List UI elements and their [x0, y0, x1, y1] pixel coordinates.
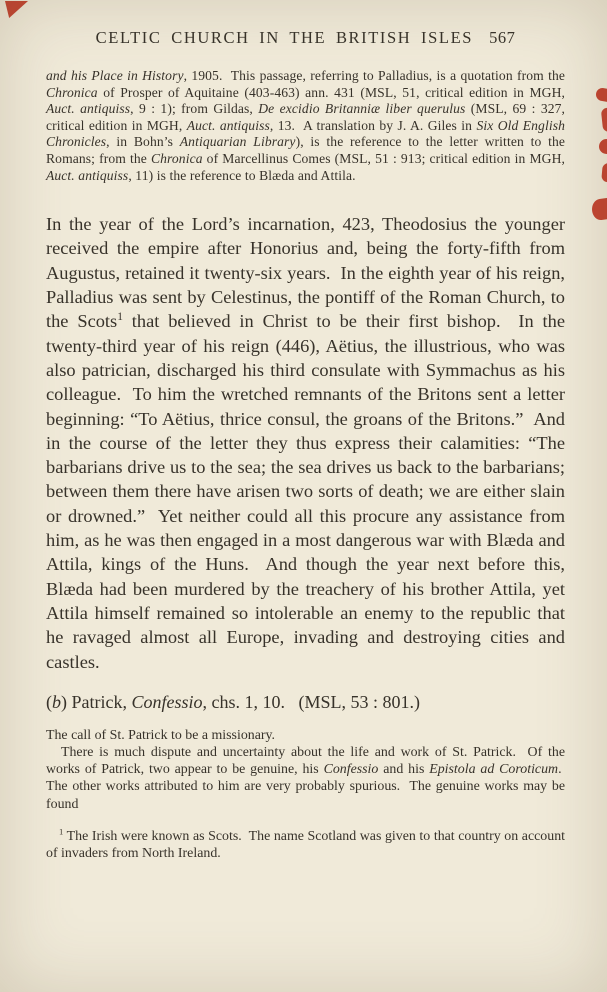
- editor-note: [46, 727, 565, 813]
- header-title: CELTIC CHURCH IN THE BRITISH ISLES: [95, 28, 474, 47]
- prefatory-note-paragraph: and his Place in History, 1905. This passage, referring to Palladius, is a quotation from the Chronica of Prosper of Aquitaine (403-463) ann. 431 (MSL, 51, critical edition in MGH, Auct. antiquiss, 9 : 1); from Gildas, De excidio Britanniæ liber querulus (MSL, 69 : 327, critical edition in MGH, Auct. antiquiss, 13. A translation by J. A. Giles in Six Old English Chronicles, in Bohn’s Antiquarian Library), is the reference to the letter written to the Romans; from the Chronica of Marcellinus Comes (MSL, 51 : 913; critical edition in MGH, Auct. antiquiss, 11) is the reference to Blæda and Attila.: [46, 68, 566, 183]
- editor-note-paragraph: There is much dispute and uncertainty about the life and work of St. Patrick. Of the works of Patrick, two appear to be genuine, his Confessio and his Epistola ad Coroticum. The other works attributed to him are very probably spurious. The genuine works may be found: [46, 745, 566, 812]
- running-header: [46, 28, 565, 48]
- footnote: $^1$ The Irish were known as Scots. The name Scotland was given to that country on account of invaders from North Ireland.: [46, 826, 565, 862]
- section-heading: (b) Patrick, Confessio, chs. 1, 10. (MSL, 53 : 801.): [46, 691, 420, 712]
- main-text-paragraph: In the year of the Lord’s incarnation, 423, Theodosius the younger received the empire after Honorius and, being the forty-fifth from Augustus, retained it twenty-six years. In the eighth year of his reign, Palladius was sent by Celestinus, the pontiff of the Roman Church, to the Scots$^1$ that believed in Christ to be their first bishop. In the twenty-third year of his reign (446), Aëtius, the illustrious, who was also patrician, discharged his third consulate with Symmachus as his colleague. To him the wretched remnants of the Britons sent a letter beginning: “To Aëtius, thrice consul, the groans of the Britons.” And in the course of the letter they thus express their calamities: “The barbarians drive us to the sea; the sea drives us back to the barbarians; between them there have arisen two sorts of death; we are either slain or drowned.” Yet neither could all this procure any assistance from him, as he was then engaged in a most dangerous war with Blæda and Attila, kings of the Huns. And though the year next before this, Blæda had been murdered by the treachery of his brother Attila, yet Attila himself remained so intolerable an enemy to the republic that he ravaged almost all Europe, invading and destroying cities and castles.: [46, 214, 565, 672]
- red-pen-mark-right-edge-3: [599, 139, 607, 154]
- editor-note-call-line: The call of St. Patrick to be a missionary.: [46, 727, 276, 743]
- red-pen-mark-right-edge-4: [601, 163, 607, 183]
- page-number: 567: [489, 28, 516, 47]
